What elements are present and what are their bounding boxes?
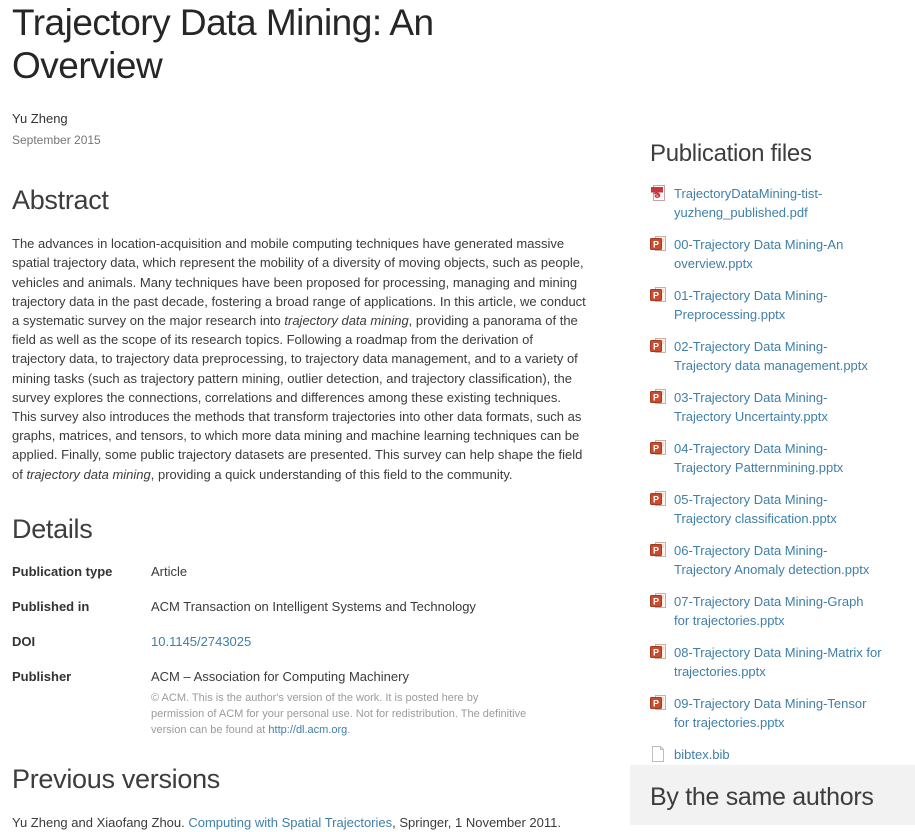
- by-same-authors-section: [630, 765, 915, 825]
- file-link[interactable]: 09-Trajectory Data Mining-Tensor for trajectories.pptx: [674, 696, 867, 730]
- svg-text:P: P: [652, 494, 660, 505]
- abstract-part-2: , providing a panorama of the field as well as the scope of its research topics. Following a roadmap from the derivation of trajectory data, to trajectory data preprocessing, to trajectory data management, and to a variety of mining tasks (such as trajectory pattern mining, outlier detection, and trajectory classification), the survey explores the connections, correlations and differences among these existing techniques. This survey also introduces the methods that transform trajectories into other data formats, such as graphs, matrices, and tensors, to which more data mining and machine learning techniques can be applied. Finally, some public trajectory datasets are presented. This survey can help shape the field of: [12, 312, 583, 482]
- detail-row-publication-type: [12, 563, 586, 581]
- file-link[interactable]: 01-Trajectory Data Mining-Preprocessing.pptx: [674, 288, 828, 322]
- publisher-value-block: [151, 668, 586, 738]
- doi-link[interactable]: 10.1145/2743025: [151, 633, 252, 649]
- publisher-label: Publisher: [12, 668, 72, 684]
- file-link[interactable]: TrajectoryDataMining-tist-yuzheng_published.pdf: [674, 186, 823, 220]
- file-link[interactable]: 05-Trajectory Data Mining-Trajectory classification.pptx: [674, 492, 837, 526]
- powerpoint-icon: [650, 644, 666, 660]
- details-section: [12, 514, 586, 738]
- file-list-item: [650, 745, 882, 764]
- page-title: Trajectory Data Mining: An Overview: [12, 2, 434, 86]
- file-link[interactable]: 06-Trajectory Data Mining-Trajectory Anomaly detection.pptx: [674, 543, 870, 577]
- copyright-notice: [151, 690, 529, 738]
- file-list-item: [650, 439, 882, 477]
- abstract-italic-2: trajectory data mining: [26, 466, 151, 482]
- file-list-item: [650, 643, 882, 681]
- abstract-section: [12, 185, 586, 484]
- powerpoint-icon: [650, 338, 666, 354]
- file-link[interactable]: 03-Trajectory Data Mining-Trajectory Uncertainty.pptx: [674, 390, 828, 424]
- doi-value: [151, 633, 586, 651]
- file-list-item: [650, 286, 882, 324]
- file-list-item: [650, 388, 882, 426]
- powerpoint-icon: [650, 236, 666, 252]
- svg-text:P: P: [652, 443, 660, 454]
- file-link[interactable]: 07-Trajectory Data Mining-Graph for trajectories.pptx: [674, 594, 864, 628]
- file-list-item: [650, 541, 882, 579]
- file-link[interactable]: 02-Trajectory Data Mining-Trajectory data management.pptx: [674, 339, 868, 373]
- abstract-part-3: , providing a quick understanding of this field to the community.: [150, 466, 513, 482]
- detail-row-doi: [12, 633, 586, 651]
- file-list-item: [650, 694, 882, 732]
- main-column: [12, 0, 586, 832]
- file-link[interactable]: bibtex.bib: [674, 747, 730, 762]
- abstract-italic-1: trajectory data mining: [284, 312, 409, 328]
- powerpoint-icon: [650, 542, 666, 558]
- author-name: Yu Zheng: [12, 111, 68, 127]
- published-in-label: Published in: [12, 598, 90, 614]
- file-link[interactable]: 04-Trajectory Data Mining-Trajectory Patternmining.pptx: [674, 441, 844, 475]
- citation-part-1: Yu Zheng and Xiaofang Zhou.: [12, 814, 189, 830]
- svg-text:P: P: [652, 596, 660, 607]
- publication-files-heading: Publication files: [650, 140, 812, 167]
- powerpoint-icon: [650, 593, 666, 609]
- svg-text:P: P: [652, 392, 660, 403]
- dl-acm-link[interactable]: http://dl.acm.org: [268, 723, 348, 736]
- file-link[interactable]: 08-Trajectory Data Mining-Matrix for trajectories.pptx: [674, 645, 882, 679]
- doi-label: DOI: [12, 633, 36, 649]
- publisher-value: ACM – Association for Computing Machinery: [151, 668, 409, 684]
- svg-text:P: P: [652, 545, 660, 556]
- svg-text:P: P: [652, 647, 660, 658]
- previous-version-citation: [12, 813, 586, 832]
- pdf-icon: [650, 185, 666, 201]
- svg-text:P: P: [652, 239, 660, 250]
- computing-with-spatial-trajectories-link[interactable]: Computing with Spatial Trajectories: [188, 814, 393, 830]
- abstract-heading: Abstract: [12, 185, 109, 216]
- details-heading: Details: [12, 513, 93, 544]
- file-list: [650, 184, 882, 764]
- powerpoint-icon: [650, 287, 666, 303]
- svg-text:P: P: [652, 290, 660, 301]
- previous-versions-section: [12, 764, 586, 832]
- file-list-item: [650, 184, 882, 222]
- file-icon: [650, 746, 666, 762]
- file-link[interactable]: 00-Trajectory Data Mining-An overview.pptx: [674, 237, 844, 271]
- publication-type-value: Article: [151, 563, 188, 579]
- powerpoint-icon: [650, 389, 666, 405]
- abstract-text: [12, 234, 586, 484]
- by-same-authors-heading: By the same authors: [650, 783, 874, 811]
- powerpoint-icon: [650, 695, 666, 711]
- citation-part-2: , Springer, 1 November 2011.: [392, 814, 561, 830]
- copyright-part-2: .: [347, 723, 351, 736]
- svg-text:P: P: [652, 341, 660, 352]
- abstract-part-1: The advances in location-acquisition and mobile computing techniques have generated massive spatial trajectory data, which represent the mobility of a diversity of moving objects, such as people, vehicles and animals. Many techniques have been proposed for processing, managing and mining trajectory data in the past decade, fostering a broad range of applications. In this article, we conduct a systematic survey on the major research into: [12, 236, 586, 328]
- svg-text:P: P: [652, 698, 660, 709]
- copyright-part-1: © ACM. This is the author's version of the work. It is posted here by permission of ACM for your personal use. Not for redistribution. The definitive version can be found at: [151, 691, 527, 736]
- published-in-value: ACM Transaction on Intelligent Systems and Technology: [151, 598, 476, 614]
- publication-type-label: Publication type: [12, 563, 113, 579]
- file-list-item: [650, 592, 882, 630]
- file-list-item: [650, 337, 882, 375]
- detail-row-publisher: [12, 668, 586, 738]
- powerpoint-icon: [650, 491, 666, 507]
- detail-row-published-in: [12, 598, 586, 616]
- file-list-item: [650, 490, 882, 528]
- previous-versions-heading: Previous versions: [12, 763, 220, 794]
- publication-files-sidebar: [650, 140, 882, 777]
- publish-date: September 2015: [12, 133, 101, 148]
- powerpoint-icon: [650, 440, 666, 456]
- file-list-item: [650, 235, 882, 273]
